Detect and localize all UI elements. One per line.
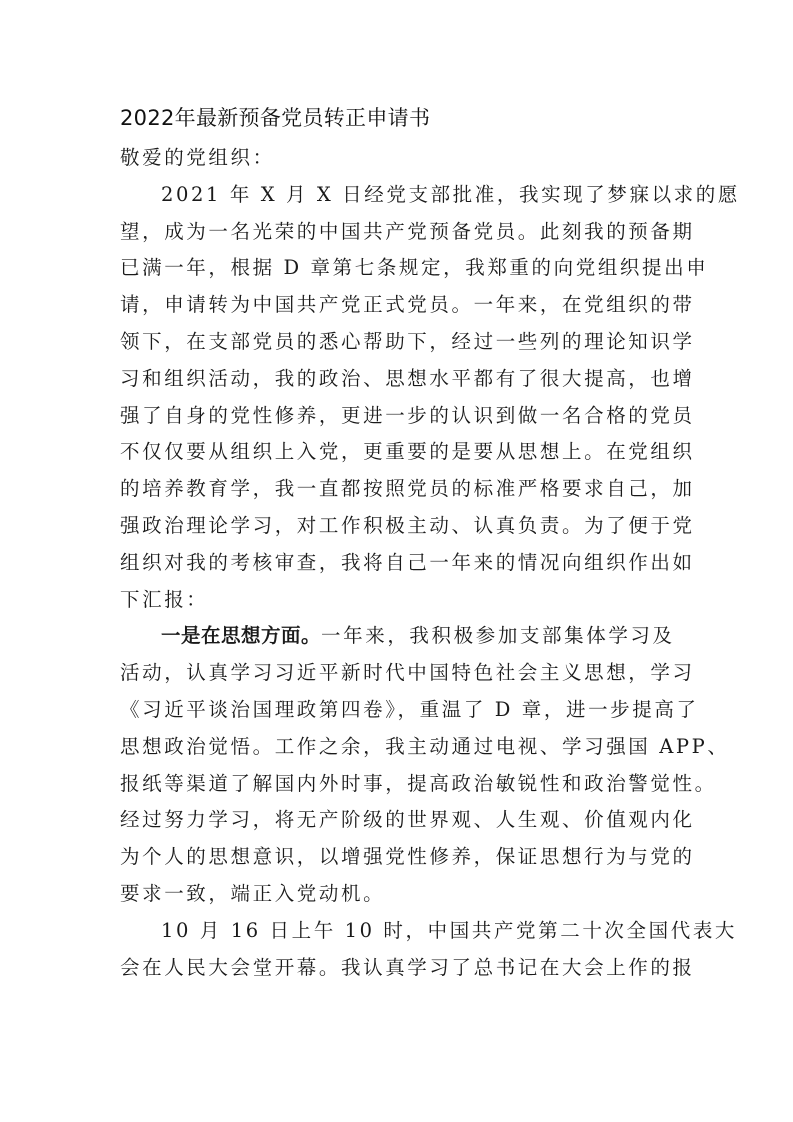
paragraph-line: 会在人民大会堂开幕。我认真学习了总书记在大会上作的报 <box>120 955 695 979</box>
paragraph-line: 《习近平谈治国理政第四卷》，重温了 D 章，进一步提高了 <box>120 697 699 721</box>
paragraph-line: 强了自身的党性修养，更进一步的认识到做一名合格的党员 <box>120 403 695 427</box>
paragraph-line: 习和组织活动，我的政治、思想水平都有了很大提高，也增 <box>120 366 695 390</box>
paragraph-line: 2021 年 X 月 X 日经党支部批准，我实现了梦寐以求的愿 <box>161 182 740 206</box>
paragraph-line: 为个人的思想意识，以增强党性修养，保证思想行为与党的 <box>120 845 695 869</box>
paragraph-1 <box>120 177 740 619</box>
paragraph-3 <box>120 913 738 987</box>
salutation: 敬爱的党组织： <box>120 146 275 169</box>
paragraph-line: 的培养教育学，我一直都按照党员的标准严格要求自己，加 <box>120 477 695 501</box>
paragraph-line: 组织对我的考核审查，我将自己一年来的情况向组织作出如 <box>120 550 695 574</box>
paragraph-text: 一年来，我积极参加支部集体学习及 <box>321 624 675 648</box>
paragraph-line: 思想政治觉悟。工作之余，我主动通过电视、学习强国 APP、 <box>120 734 730 758</box>
paragraph-line: 下汇报： <box>120 587 209 611</box>
paragraph-line: 经过努力学习，将无产阶级的世界观、人生观、价值观内化 <box>120 808 695 832</box>
paragraph-line: 不仅仅要从组织上入党，更重要的是要从思想上。在党组织 <box>120 440 695 464</box>
document-body <box>120 140 740 986</box>
paragraph-line: 领下，在支部党员的悉心帮助下，经过一些列的理论知识学 <box>120 329 695 353</box>
paragraph-2 <box>120 618 730 912</box>
paragraph-line: 请，申请转为中国共产党正式党员。一年来，在党组织的带 <box>120 293 695 317</box>
paragraph-line: 望，成为一名光荣的中国共产党预备党员。此刻我的预备期 <box>120 219 695 243</box>
paragraph-line: 报纸等渠道了解国内外时事，提高政治敏锐性和政治警觉性。 <box>120 771 717 795</box>
document-title: 2022年最新预备党员转正申请书 <box>120 106 431 130</box>
paragraph-line: 10 月 16 日上午 10 时，中国共产党第二十次全国代表大 <box>161 918 738 942</box>
paragraph-line: 已满一年，根据 D 章第七条规定，我郑重的向党组织提出申 <box>120 256 709 280</box>
paragraph-line <box>120 618 692 655</box>
paragraph-line: 要求一致，端正入党动机。 <box>120 881 386 905</box>
section-heading: 一是在思想方面。 <box>161 624 322 648</box>
paragraph-line: 活动，认真学习习近平新时代中国特色社会主义思想，学习 <box>120 661 695 685</box>
paragraph-line: 强政治理论学习，对工作积极主动、认真负责。为了便于党 <box>120 513 695 537</box>
